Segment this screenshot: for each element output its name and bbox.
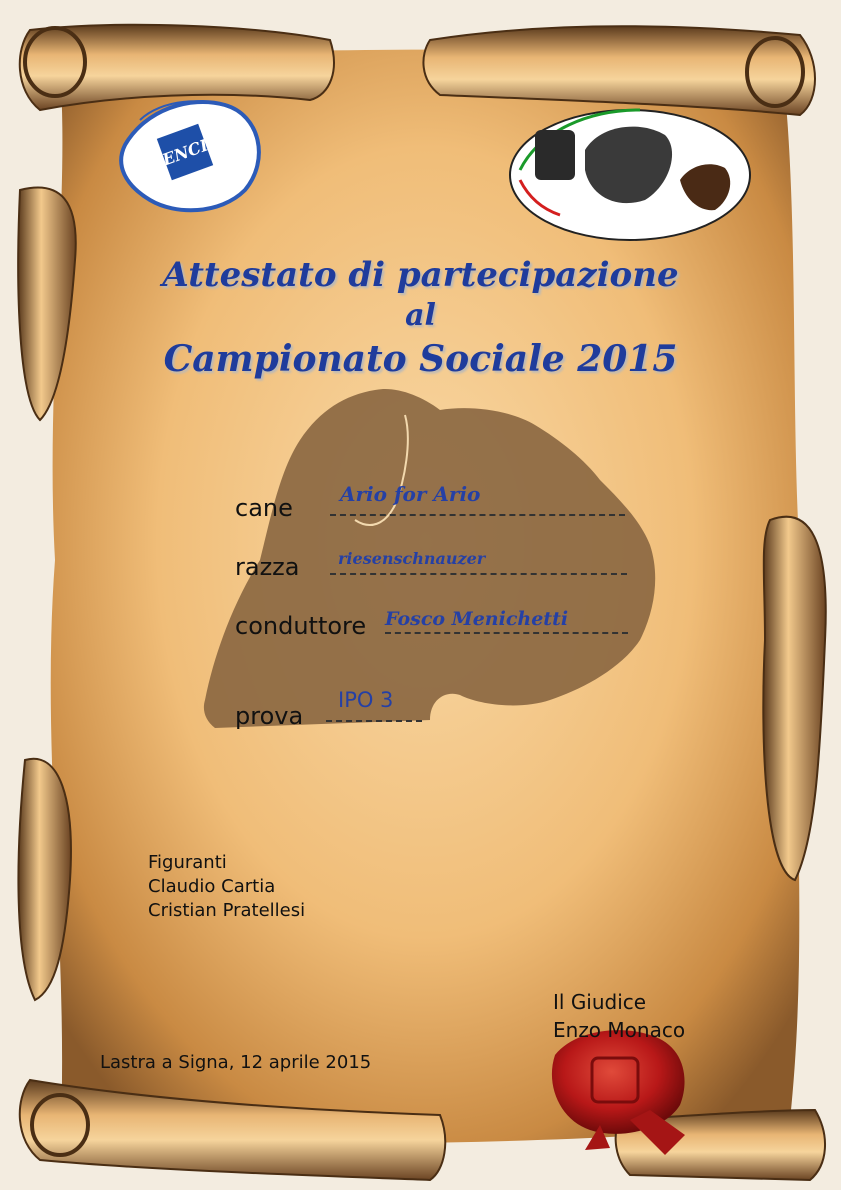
- title-line-3: Campionato Sociale 2015: [163, 338, 678, 380]
- enci-logo: [121, 101, 259, 210]
- field-label-prova: prova: [235, 702, 304, 730]
- right-roll: [763, 517, 825, 880]
- field-value-conduttore: Fosco Menichetti: [385, 608, 569, 630]
- title-line-2: al: [405, 298, 436, 333]
- svg-text:ENCI: ENCI: [159, 135, 211, 170]
- club-logo: [510, 110, 750, 240]
- figurante-name-2: Cristian Pratellesi: [148, 900, 306, 921]
- title-line-1: Attestato di partecipazione: [162, 255, 679, 295]
- field-line-razza: [330, 573, 627, 575]
- field-value-prova: IPO 3: [338, 688, 394, 712]
- field-line-cane: [330, 514, 625, 516]
- judge-name: Enzo Monaco: [553, 1018, 686, 1042]
- figurante-name-1: Claudio Cartia: [148, 876, 276, 897]
- field-value-cane: Ario for Ario: [340, 482, 481, 506]
- figuranti-heading: Figuranti: [148, 852, 227, 873]
- place-date: Lastra a Signa, 12 aprile 2015: [100, 1052, 372, 1073]
- field-label-conduttore: conduttore: [235, 612, 367, 640]
- field-label-razza: razza: [235, 553, 300, 581]
- field-value-razza: riesenschnauzer: [338, 549, 486, 568]
- field-label-cane: cane: [235, 494, 293, 522]
- field-line-conduttore: [385, 632, 628, 634]
- field-line-prova: [326, 720, 422, 722]
- judge-title: Il Giudice: [553, 990, 647, 1014]
